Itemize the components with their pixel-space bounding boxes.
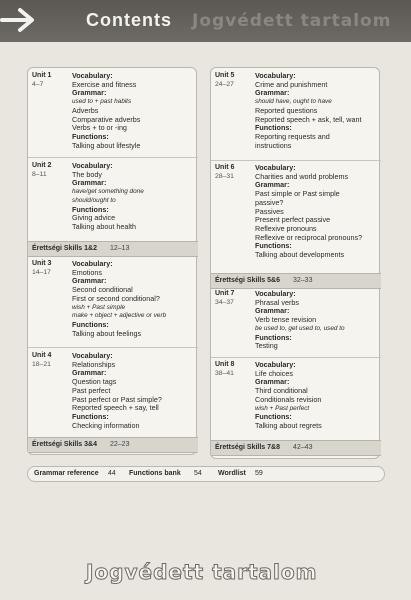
unit-content bbox=[255, 164, 377, 260]
skills-row[interactable] bbox=[28, 241, 198, 257]
content-line: be used to, get used to, used to bbox=[255, 324, 345, 332]
skills-label: Érettségi Skills 5&6 bbox=[215, 277, 280, 284]
section-heading: Grammar: bbox=[72, 368, 107, 378]
unit-pages: 28–31 bbox=[215, 173, 234, 180]
watermark-top: Jogvédett tartalom bbox=[192, 11, 392, 31]
section-heading: Vocabulary: bbox=[72, 351, 113, 360]
functions-bank-link[interactable]: Functions bank bbox=[129, 470, 181, 477]
unit-pages: 38–41 bbox=[215, 370, 234, 377]
section-heading: Vocabulary: bbox=[72, 161, 113, 170]
grammar-reference-link[interactable]: Grammar reference bbox=[34, 470, 99, 477]
section-heading: Grammar: bbox=[72, 178, 107, 188]
section-heading: Functions: bbox=[72, 319, 109, 329]
section-heading: Grammar: bbox=[72, 88, 107, 98]
content-line: Reporting requests and bbox=[255, 131, 330, 141]
skills-pages: 42–43 bbox=[293, 444, 313, 451]
content-line: wish + Past perfect bbox=[255, 404, 310, 412]
content-line: First or second conditional? bbox=[72, 293, 160, 303]
unit-content bbox=[255, 361, 377, 431]
content-line: Talking about health bbox=[72, 221, 136, 231]
wordlist-link[interactable]: Wordlist bbox=[218, 470, 246, 477]
section-heading: Functions: bbox=[72, 204, 109, 214]
page-header bbox=[0, 0, 411, 42]
arrow-right-icon bbox=[0, 6, 40, 34]
content-line: Adverbs bbox=[72, 105, 99, 115]
grammar-reference-page: 44 bbox=[108, 470, 116, 477]
section-heading: Functions: bbox=[255, 332, 292, 342]
content-line: Relationships bbox=[72, 359, 116, 369]
unit-name[interactable]: Unit 4 bbox=[32, 352, 52, 359]
content-line: Emotions bbox=[72, 267, 102, 277]
unit-pages: 24–27 bbox=[215, 81, 234, 88]
unit-content bbox=[72, 352, 194, 430]
content-line: Talking about feelings bbox=[72, 328, 142, 338]
content-line: Life choices bbox=[255, 368, 293, 378]
section-heading: Functions: bbox=[72, 131, 109, 141]
section-heading: Functions: bbox=[255, 123, 292, 133]
unit-name[interactable]: Unit 1 bbox=[32, 72, 52, 79]
content-line: The body bbox=[72, 169, 102, 179]
skills-row[interactable] bbox=[28, 437, 198, 453]
content-line: Comparative adverbs bbox=[72, 114, 141, 124]
content-line: have/get something done bbox=[72, 188, 144, 196]
content-line: Reported questions bbox=[255, 105, 318, 115]
unit-content bbox=[72, 72, 194, 150]
content-line: Past perfect or Past simple? bbox=[72, 394, 162, 404]
functions-bank-page: 54 bbox=[194, 470, 202, 477]
section-heading: Vocabulary: bbox=[255, 163, 296, 172]
content-line: Reflexive or reciprocal pronouns? bbox=[255, 232, 363, 242]
content-line: passive? bbox=[255, 197, 284, 207]
skills-pages: 22–23 bbox=[110, 441, 130, 448]
content-line: Third conditional bbox=[255, 386, 308, 396]
content-line: Crime and punishment bbox=[255, 79, 328, 89]
content-line: Verb tense revision bbox=[255, 315, 317, 325]
content-line: used to + past habits bbox=[72, 98, 132, 106]
content-line: make + object + adjective or verb bbox=[72, 312, 167, 320]
content-line: Past perfect bbox=[72, 385, 111, 395]
unit-pages: 18–21 bbox=[32, 361, 51, 368]
page-title: Contents bbox=[86, 10, 172, 30]
bottom-references-bar bbox=[27, 466, 385, 482]
unit-content bbox=[72, 260, 194, 338]
content-line: Talking about regrets bbox=[255, 420, 322, 430]
section-heading: Functions: bbox=[255, 412, 292, 422]
content-line: Question tags bbox=[72, 377, 117, 387]
unit-content bbox=[255, 72, 377, 150]
content-line: Conditionals revision bbox=[255, 394, 322, 404]
content-line: Checking information bbox=[72, 420, 140, 430]
unit-pages: 14–17 bbox=[32, 269, 51, 276]
unit-name[interactable]: Unit 7 bbox=[215, 290, 235, 297]
unit-pages: 8–11 bbox=[32, 171, 47, 178]
content-line: Reflexive pronouns bbox=[255, 223, 317, 233]
watermark-bottom: Jogvédett tartalom bbox=[86, 560, 318, 584]
unit-pages: 4–7 bbox=[32, 81, 44, 88]
skills-row[interactable] bbox=[211, 440, 381, 456]
content-line: should have, ought to have bbox=[255, 98, 332, 106]
unit-pages: 34–37 bbox=[215, 299, 234, 306]
content-line: Reported speech + ask, tell, want bbox=[255, 114, 362, 124]
section-heading: Functions: bbox=[72, 411, 109, 421]
section-heading: Vocabulary: bbox=[72, 259, 113, 268]
content-line: Present perfect passive bbox=[255, 215, 331, 225]
content-line: Verbs + to or -ing bbox=[72, 123, 127, 133]
skills-row[interactable] bbox=[211, 273, 381, 289]
skills-pages: 32–33 bbox=[293, 277, 313, 284]
content-line: Passives bbox=[255, 206, 284, 216]
unit-divider bbox=[211, 357, 381, 358]
unit-divider bbox=[211, 160, 381, 161]
unit-name[interactable]: Unit 6 bbox=[215, 164, 235, 171]
content-line: Charities and world problems bbox=[255, 171, 349, 181]
content-line: instructions bbox=[255, 140, 292, 150]
content-line: Talking about lifestyle bbox=[72, 140, 141, 150]
section-heading: Vocabulary: bbox=[255, 289, 296, 298]
content-line: Giving advice bbox=[72, 213, 116, 223]
unit-name[interactable]: Unit 5 bbox=[215, 72, 235, 79]
section-heading: Vocabulary: bbox=[255, 360, 296, 369]
unit-name[interactable]: Unit 8 bbox=[215, 361, 235, 368]
content-line: Second conditional bbox=[72, 285, 133, 295]
right-panel bbox=[210, 67, 380, 459]
section-heading: Functions: bbox=[255, 241, 292, 251]
section-heading: Grammar: bbox=[255, 180, 290, 190]
content-line: Reported speech + say, tell bbox=[72, 403, 159, 413]
unit-content bbox=[72, 162, 194, 232]
section-heading: Grammar: bbox=[255, 377, 290, 387]
unit-name[interactable]: Unit 2 bbox=[32, 162, 52, 169]
content-line: should/ought to bbox=[72, 196, 116, 204]
section-heading: Grammar: bbox=[255, 88, 290, 98]
section-heading: Grammar: bbox=[255, 306, 290, 316]
left-panel bbox=[27, 67, 197, 455]
section-heading: Vocabulary: bbox=[72, 71, 113, 80]
content-line: Exercise and fitness bbox=[72, 79, 137, 89]
section-heading: Vocabulary: bbox=[255, 71, 296, 80]
content-line: Testing bbox=[255, 341, 278, 351]
skills-label: Érettségi Skills 7&8 bbox=[215, 444, 280, 451]
unit-divider bbox=[28, 157, 198, 158]
unit-name[interactable]: Unit 3 bbox=[32, 260, 52, 267]
unit-divider bbox=[28, 347, 198, 348]
content-line: wish + Past simple bbox=[72, 303, 126, 311]
skills-pages: 12–13 bbox=[110, 245, 130, 252]
content-line: Past simple or Past simple bbox=[255, 189, 340, 199]
content-line: Talking about developments bbox=[255, 250, 345, 260]
wordlist-page: 59 bbox=[255, 470, 263, 477]
unit-content bbox=[255, 290, 377, 351]
content-line: Phrasal verbs bbox=[255, 297, 299, 307]
skills-label: Érettségi Skills 3&4 bbox=[32, 441, 97, 448]
skills-label: Érettségi Skills 1&2 bbox=[32, 245, 97, 252]
section-heading: Grammar: bbox=[72, 276, 107, 286]
